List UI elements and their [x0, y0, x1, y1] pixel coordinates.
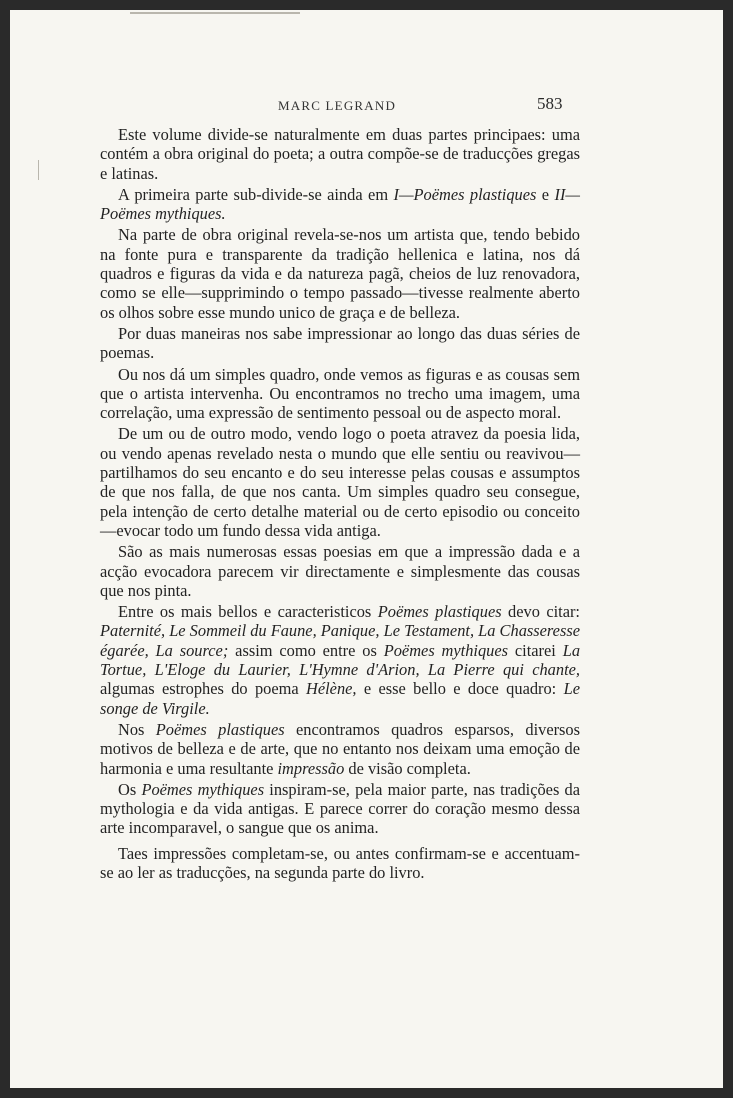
page-number: 583 [537, 94, 563, 113]
italic-text: Hélène, [306, 679, 357, 699]
paragraph [100, 365, 580, 423]
scan-artifact-top [130, 12, 300, 14]
text-run: devo citar: [501, 602, 580, 622]
text-run: Entre os mais bellos e caracteristicos [118, 602, 378, 622]
paragraph [100, 602, 580, 718]
text-run: encontramos quadros esparsos, diversos motivos de belleza e de arte, que no entanto nos deixam uma emoção de harmonia e uma resultante [100, 719, 581, 778]
italic-text: Poëmes mythiques [383, 640, 509, 660]
paragraph [100, 780, 580, 838]
text-run: inspiram-se, pela maior parte, nas tradições da mythologia e da vida antigas. E parece correr do coração mesmo dessa arte incomparavel, o sangue que os anima. [100, 779, 581, 838]
page-header [10, 90, 723, 120]
paragraph [100, 424, 580, 540]
paragraph [100, 225, 580, 321]
italic-text: I—Poëmes plastiques [393, 184, 537, 204]
body-text [100, 125, 580, 884]
paragraph [100, 542, 580, 600]
italic-text: La Tortue, L'Eloge du Laurier, L'Hymne d'Arion, La Pierre qui chante, [100, 640, 581, 680]
paragraph [100, 125, 580, 183]
text-run: Nos [118, 719, 156, 739]
italic-text: impressão [277, 758, 345, 778]
text-run: A primeira parte sub-divide-se ainda em [118, 184, 394, 204]
italic-text: Poëmes mythiques [141, 779, 265, 799]
text-run: São as mais numerosas essas poesias em que a impressão dada e a acção evocadora parecem vir directamente e simplesmente das cousas que nos pinta. [100, 542, 580, 600]
text-run: Este volume divide-se naturalmente em duas partes principaes: uma contém a obra original do poeta; a outra compõe-se de traducções gregas e latinas. [100, 125, 580, 183]
text-run: De um ou de outro modo, vendo logo o poeta atravez da poesia lida, ou vendo apenas revelado nesta o mundo que elle sentiu ou reavivou—partilhamos do seu encanto e do seu interesse pelas cousas e assumptos de que nos falla, de que nos canta. Um simples quadro seu consegue, pela intenção de certo detalhe material ou de certo episodio ou conceito—evocar todo um fundo dessa vida antiga. [100, 424, 580, 540]
text-run: de visão completa. [344, 758, 471, 778]
text-run: Os [118, 779, 142, 799]
text-run: citarei [508, 640, 563, 660]
italic-text: Paternité, Le Sommeil du Faune, Panique, Le Testament, La Chasseresse égarée, La source; [100, 621, 580, 660]
text-run: e esse bello e doce quadro: [356, 679, 564, 699]
text-run: Ou nos dá um simples quadro, onde vemos as figuras e as cousas sem que o artista intervenha. Ou encontramos no trecho uma imagem, uma correlação, uma expressão de sentimento pessoal ou de aspecto moral. [100, 364, 580, 423]
text-run: Na parte de obra original revela-se-nos um artista que, tendo bebido na fonte pura e transparente da tradição hellenica e latina, nos dá quadros e figuras da vida e da natureza pagã, cheios de luz renovadora, como se elle—supprimindo o tempo passado—tivesse realmente aberto os olhos sobre esse mundo unico de graça e de belleza. [100, 225, 580, 322]
text-run: Taes impressões completam-se, ou antes confirmam-se e accentuam-se ao ler as traducções, na segunda parte do livro. [100, 843, 580, 882]
text-run: e [536, 184, 555, 204]
text-run: Por duas maneiras nos sabe impressionar ao longo das duas séries de poemas. [100, 323, 580, 363]
paragraph [100, 844, 580, 883]
italic-text: Poëmes plastiques [377, 602, 502, 622]
text-run: algumas estrophes do poema [100, 679, 306, 699]
paragraph [100, 185, 580, 224]
italic-text: II—Poëmes mythiques. [100, 184, 580, 224]
book-page [10, 10, 723, 1088]
italic-text: Poëmes plastiques [155, 719, 285, 739]
scan-artifact-left [38, 160, 39, 180]
running-title: MARC LEGRAND [278, 98, 397, 113]
paragraph [100, 324, 580, 363]
text-run: assim como entre os [228, 640, 384, 660]
paragraph [100, 720, 580, 778]
italic-text: Le songe de Virgile. [100, 679, 580, 718]
